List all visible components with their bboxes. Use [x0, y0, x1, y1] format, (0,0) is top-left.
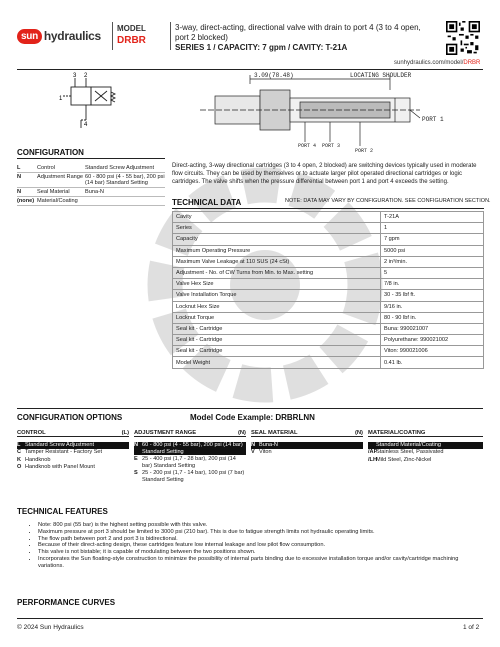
technical-data-label: Maximum Operating Pressure	[173, 245, 381, 256]
range-option[interactable]	[134, 470, 246, 483]
model-code: DRBR	[117, 35, 146, 46]
technical-data-label: Valve Installation Torque	[173, 290, 381, 301]
range-option[interactable]	[134, 442, 246, 455]
seal-pos: (N)	[354, 430, 363, 436]
option-text: Handknob with Panel Mount	[25, 464, 95, 471]
configuration-row	[17, 188, 165, 197]
configuration-code: (none)	[17, 198, 35, 204]
configuration-row	[17, 164, 165, 173]
range-column-header	[134, 430, 246, 437]
option-text: Tamper Resistant - Factory Set	[25, 449, 103, 456]
control-options	[17, 442, 129, 472]
options-heading: CONFIGURATION OPTIONS	[17, 413, 123, 422]
option-text: 60 - 800 psi (4 - 55 bar), 200 psi (14 bar) Standard Setting	[142, 442, 243, 455]
technical-data-value: Buna: 990021007	[381, 323, 484, 334]
configuration-code: N	[17, 174, 22, 180]
header-divider	[170, 22, 171, 50]
coating-column-header	[368, 430, 483, 437]
technical-data-label: Seal kit - Cartridge	[173, 323, 381, 334]
range-options	[134, 442, 246, 484]
technical-data-value: 2 in³/min.	[381, 256, 484, 267]
configuration-code: N	[17, 189, 22, 195]
technical-data-table	[172, 211, 484, 369]
configuration-value	[85, 198, 165, 204]
configuration-value: Standard Screw Adjustment	[85, 165, 155, 171]
technical-data-row	[173, 223, 484, 234]
technical-data-label: Locknut Hex Size	[173, 301, 381, 312]
seal-title: SEAL MATERIAL	[251, 430, 298, 436]
schematic-port4-label: 4	[84, 122, 88, 128]
schematic-port2-label: 2	[84, 73, 88, 79]
coating-option[interactable]	[368, 442, 483, 449]
technical-data-value: 30 - 35 lbf ft.	[381, 290, 484, 301]
drawing-port3-label: PORT 3	[322, 143, 341, 149]
technical-data-label: Locknut Torque	[173, 312, 381, 323]
technical-data-value: 7/8 in.	[381, 279, 484, 290]
option-text: Standard Material/Coating	[376, 442, 441, 448]
drawing-port1-label: PORT 1	[422, 116, 444, 123]
technical-data-value: 7 gpm	[381, 234, 484, 245]
technical-features-list	[30, 522, 480, 570]
technical-data-value: 80 - 90 lbf in.	[381, 312, 484, 323]
description: Direct-acting, 3-way directional cartridges (3 to 4 open, 2 blocked) are switching devices typically used in moderate flow circuits. They can be used by themselves or to actuate larger pilot operated directional cartridges or logic cartridges. The valve shifts when the pressure differential between port 1 and port 4 exceeds the setting.	[172, 163, 477, 185]
model-label: MODEL	[117, 24, 146, 33]
technical-data-label: Cavity	[173, 212, 381, 223]
configuration-name: Control	[37, 165, 56, 171]
drawing-port2-label: PORT 2	[355, 148, 374, 154]
option-code	[368, 442, 376, 449]
configuration-code: L	[17, 165, 21, 171]
technical-data-row	[173, 279, 484, 290]
coating-option[interactable]	[368, 449, 483, 456]
option-text: Mild Steel, Zinc-Nickel	[376, 456, 432, 463]
url-code[interactable]: DRBR	[463, 60, 481, 66]
cartridge-drawing	[200, 70, 484, 156]
feature-item: • Maximum pressure at port 3 should be limited to 3000 psi (210 bar). This is due to fatigue strength limits not hydraulic operating limits.	[38, 529, 480, 536]
technical-data-row	[173, 323, 484, 334]
option-code: C	[17, 449, 22, 456]
range-option[interactable]	[134, 456, 246, 469]
technical-data-rule	[172, 208, 484, 209]
technical-data-row	[173, 256, 484, 267]
configuration-name: Material/Coating	[37, 198, 78, 204]
technical-data-row	[173, 290, 484, 301]
option-code: O	[17, 464, 22, 471]
coating-title: MATERIAL/COATING	[368, 430, 426, 436]
technical-data-value: 5	[381, 267, 484, 278]
technical-data-note: NOTE: DATA MAY VARY BY CONFIGURATION. SEE CONFIGURATION SECTION.	[285, 198, 491, 204]
technical-data-row	[173, 245, 484, 256]
seal-options	[251, 442, 363, 457]
feature-item: • This valve is not bistable; it is capable of modulating between the two positions shown.	[38, 549, 480, 556]
technical-data-label: Seal kit - Cartridge	[173, 335, 381, 346]
option-code: V	[251, 449, 255, 456]
technical-data-row	[173, 301, 484, 312]
feature-item: • Note: 800 psi (55 bar) is the highest setting possible with this valve.	[38, 522, 480, 529]
technical-data-label: Maximum Valve Leakage at 110 SUS (24 cSt)	[173, 256, 381, 267]
qr-code-icon[interactable]	[446, 21, 480, 55]
technical-data-heading: TECHNICAL DATA	[172, 198, 242, 207]
drawing-port4-label: PORT 4	[298, 143, 317, 149]
control-option[interactable]	[17, 464, 129, 471]
configuration-rule	[17, 158, 165, 159]
control-option[interactable]	[17, 449, 129, 456]
control-pos: (L)	[121, 430, 129, 436]
footer-copyright: © 2024 Sun Hydraulics	[17, 624, 84, 631]
option-code: N	[134, 442, 139, 448]
sun-hydraulics-logo	[17, 26, 109, 46]
feature-item: • Because of their direct-acting design, these cartridges feature low internal leakage and low pilot flow consumption.	[38, 542, 480, 549]
control-option[interactable]	[17, 457, 129, 464]
model-url[interactable]	[394, 60, 480, 66]
feature-item: • Incorporates the Sun floating-style construction to minimize the possibility of internal parts binding due to excessive installation torque and/or cavity/cartridge machining variations.	[38, 556, 480, 570]
options-rule	[17, 408, 483, 409]
technical-data-row	[173, 346, 484, 357]
configuration-heading: CONFIGURATION	[17, 148, 84, 157]
option-code: /AP	[368, 449, 378, 456]
technical-data-label: Model Weight	[173, 357, 381, 368]
technical-data-value: Viton: 990021006	[381, 346, 484, 357]
option-text: Standard Screw Adjustment	[25, 442, 95, 448]
option-text: 25 - 200 psi (1,7 - 14 bar), 100 psi (7 bar) Standard Setting	[142, 469, 245, 483]
technical-data-value: Polyurethane: 990021002	[381, 335, 484, 346]
option-text: 25 - 400 psi (1,7 - 28 bar), 200 psi (14 bar) Standard Setting	[142, 455, 236, 469]
technical-data-value: T-21A	[381, 212, 484, 223]
option-code: K	[17, 456, 22, 463]
option-text: Viton	[259, 449, 272, 456]
option-code: N	[251, 442, 256, 448]
footer-rule	[17, 618, 483, 619]
technical-data-value: 1	[381, 223, 484, 234]
option-text: Buna-N	[259, 442, 278, 448]
option-code: S	[134, 469, 138, 476]
technical-data-row	[173, 312, 484, 323]
valve-schematic	[55, 70, 135, 140]
footer-page-number: 1 of 2	[463, 624, 480, 631]
technical-data-row	[173, 335, 484, 346]
control-title: CONTROL	[17, 430, 46, 436]
configuration-row	[17, 197, 165, 206]
technical-data-value: 0.41 lb.	[381, 357, 484, 368]
configuration-value: 60 - 800 psi (4 - 55 bar), 200 psi (14 bar) Standard Setting	[85, 174, 165, 186]
technical-data-label: Valve Hex Size	[173, 279, 381, 290]
technical-data-row	[173, 212, 484, 223]
configuration-name: Adjustment Range	[37, 174, 84, 180]
configuration-value: Buna-N	[85, 189, 104, 195]
url-prefix[interactable]: sunhydraulics.com/model/	[394, 60, 464, 66]
header-divider	[112, 22, 113, 50]
control-option[interactable]	[17, 442, 129, 449]
seal-column-header	[251, 430, 363, 437]
option-code: E	[134, 455, 138, 462]
technical-data-value: 5000 psi	[381, 245, 484, 256]
page-subtitle: SERIES 1 / CAPACITY: 7 gpm / CAVITY: T-21A	[175, 43, 348, 52]
technical-data-label: Capacity	[173, 234, 381, 245]
technical-data-label: Series	[173, 223, 381, 234]
schematic-port1-label: 1	[59, 96, 63, 102]
technical-data-label: Seal kit - Cartridge	[173, 346, 381, 357]
technical-data-row	[173, 267, 484, 278]
seal-option[interactable]	[251, 442, 363, 449]
range-pos: (N)	[237, 430, 246, 436]
logo-suffix: hydraulics	[43, 29, 101, 43]
option-text: Stainless Steel, Passivated	[376, 449, 444, 456]
technical-data-row	[173, 234, 484, 245]
option-code: L	[17, 442, 21, 448]
model-code-example: Model Code Example: DRBRLNN	[190, 413, 315, 422]
configuration-table	[17, 164, 165, 206]
control-column-header	[17, 430, 129, 437]
dimension-label: 3.09(78.48)	[254, 72, 294, 79]
performance-curves-heading: PERFORMANCE CURVES	[17, 598, 116, 607]
coating-options	[368, 442, 483, 464]
technical-data-value: 9/16 in.	[381, 301, 484, 312]
technical-data-row	[173, 357, 484, 368]
technical-features-heading: TECHNICAL FEATURES	[17, 507, 108, 516]
logo-brand: sun	[17, 29, 42, 44]
locating-shoulder-label: LOCATING SHOULDER	[350, 72, 412, 79]
range-title: ADJUSTMENT RANGE	[134, 430, 197, 436]
technical-data-label: Adjustment - No. of CW Turns from Min. to Max. setting	[173, 267, 381, 278]
seal-option[interactable]	[251, 449, 363, 456]
configuration-row	[17, 173, 165, 188]
configuration-name: Seal Material	[37, 189, 70, 195]
option-text: Handknob	[25, 456, 51, 463]
coating-option[interactable]	[368, 457, 483, 464]
feature-item: • The flow path between port 2 and port 3 is bidirectional.	[38, 536, 480, 543]
page-title: 3-way, direct-acting, directional valve with drain to port 4 (3 to 4 open, port 2 blocked)	[175, 23, 421, 42]
option-code: /LH	[368, 456, 378, 463]
schematic-port3-label: 3	[73, 73, 77, 79]
